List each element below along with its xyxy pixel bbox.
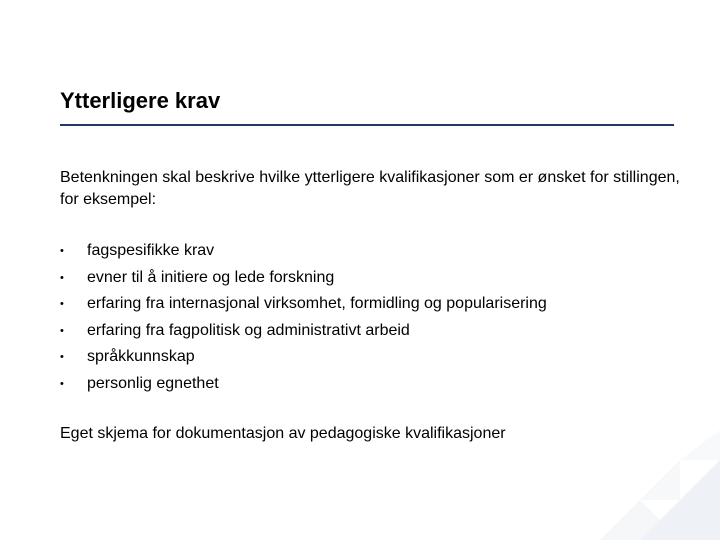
list-item-text: erfaring fra fagpolitisk og administrativt arbeid <box>87 321 410 339</box>
bullet-icon: • <box>60 298 64 310</box>
bullet-icon: • <box>60 377 64 390</box>
list-item <box>60 344 547 371</box>
corner-pattern-icon <box>580 430 720 540</box>
list-item-text: personlig egnethet <box>87 374 219 392</box>
bullet-icon: • <box>60 324 64 337</box>
intro-paragraph: Betenkningen skal beskrive hvilke ytterligere kvalifikasjoner som er ønsket for stillingen, for eksempel: <box>60 169 680 208</box>
bullet-icon: • <box>60 245 64 257</box>
list-item <box>60 291 547 318</box>
bullet-icon: • <box>60 271 64 284</box>
footer-note: Eget skjema for dokumentasjon av pedagogiske kvalifikasjoner <box>60 425 506 442</box>
list-item-text: erfaring fra internasjonal virksomhet, formidling og popularisering <box>87 295 547 312</box>
list-item <box>60 318 547 345</box>
title-divider <box>60 124 674 126</box>
list-item <box>60 238 547 265</box>
list-item <box>60 371 547 398</box>
bullet-icon: • <box>60 351 64 363</box>
requirement-list <box>60 238 547 397</box>
list-item-text: evner til å initiere og lede forskning <box>87 268 335 286</box>
list-item-text: fagspesifikke krav <box>87 242 215 259</box>
slide-title: Ytterligere krav <box>60 88 221 113</box>
list-item-text: språkkunnskap <box>87 348 195 365</box>
list-item <box>60 265 547 292</box>
